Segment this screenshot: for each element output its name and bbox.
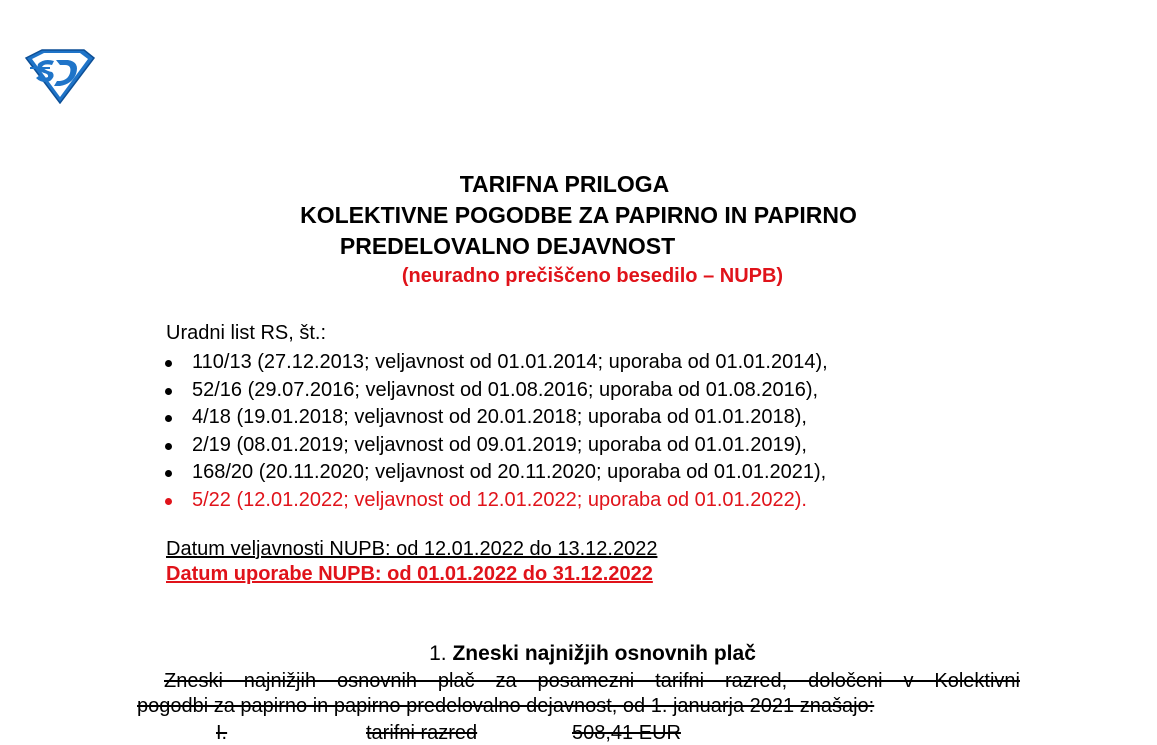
bullet-icon	[165, 388, 172, 395]
document-subtitle: (neuradno prečiščeno besedilo – NUPB)	[401, 265, 784, 287]
company-logo-icon	[22, 48, 96, 104]
document-title-line-3: PREDELOVALNO DEJAVNOST	[339, 233, 676, 259]
section-number: 1.	[429, 642, 447, 665]
bullet-icon	[165, 498, 172, 505]
tariff-class-number: I.	[216, 722, 228, 744]
tariff-class-amount: 508,41 EUR	[572, 722, 681, 744]
tariff-class-label: tarifni razred	[366, 722, 478, 744]
list-item: 2/19 (08.01.2019; veljavnost od 09.01.2019; uporaba od 01.01.2019),	[165, 432, 828, 460]
struck-paragraph-line-2: pogodbi za papirno in papirno predelovalno dejavnost, od 1. januarja 2021 znašajo:	[137, 695, 875, 717]
bullet-icon	[165, 415, 172, 422]
list-item: 52/16 (29.07.2016; veljavnost od 01.08.2016; uporaba od 01.08.2016),	[165, 377, 828, 405]
bullet-icon	[165, 470, 172, 477]
list-item: 110/13 (27.12.2013; veljavnost od 01.01.2014; uporaba od 01.01.2014),	[165, 349, 828, 377]
document-title-line-1: TARIFNA PRILOGA	[459, 171, 670, 197]
struck-paragraph-line-1: Zneski najnižjih osnovnih plač za posamezni tarifni razred, določeni v Kolektivni	[164, 670, 1020, 692]
validity-date: Datum veljavnosti NUPB: od 12.01.2022 do 13.12.2022	[166, 538, 658, 560]
bullet-icon	[165, 443, 172, 450]
document-title-line-2: KOLEKTIVNE POGODBE ZA PAPIRNO IN PAPIRNO	[300, 202, 857, 228]
list-item: 168/20 (20.11.2020; veljavnost od 20.11.2020; uporaba od 01.01.2021),	[165, 459, 828, 487]
list-item: 5/22 (12.01.2022; veljavnost od 12.01.2022; uporaba od 01.01.2022).	[165, 487, 828, 515]
gazette-intro: Uradni list RS, št.:	[166, 322, 327, 344]
section-title: Zneski najnižjih osnovnih plač	[452, 642, 756, 665]
section-heading	[0, 642, 1157, 666]
bullet-icon	[165, 360, 172, 367]
application-date: Datum uporabe NUPB: od 01.01.2022 do 31.12.2022	[166, 563, 653, 585]
gazette-list	[165, 349, 828, 514]
list-item: 4/18 (19.01.2018; veljavnost od 20.01.2018; uporaba od 01.01.2018),	[165, 404, 828, 432]
